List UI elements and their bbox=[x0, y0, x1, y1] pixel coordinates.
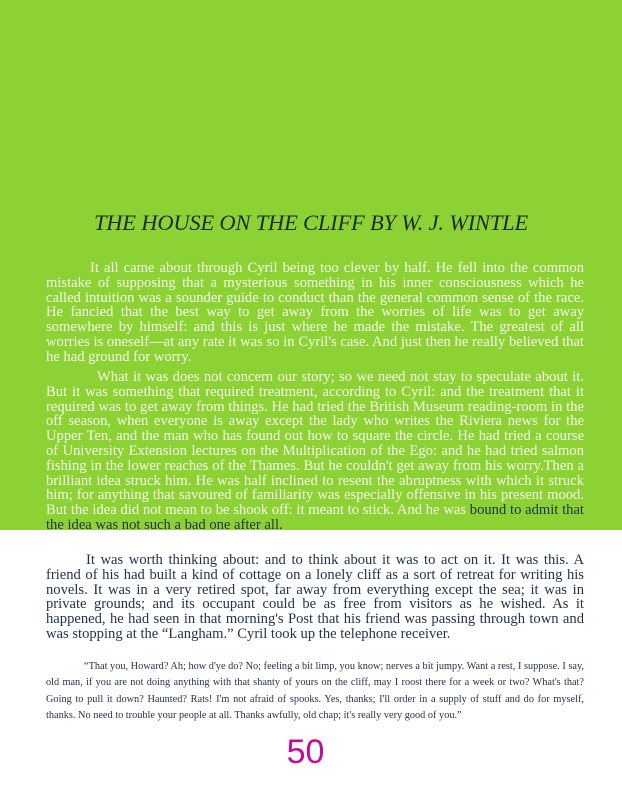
paragraph-1: It all came about through Cyril being too clever by half. He fell into the common mistake of supposing that a mysterious something in his inner consciousness which he called intuition was a sounder guide to conduct than the general common sense of the race. He fancied that the best way to get away from the worries of life was to get away somewhere by himself: and this is just where he made the mistake. The greatest of all worries is oneself—at any rate it was so in Cyril's case. And just then he really believed that he had ground for worry. bbox=[46, 260, 584, 365]
page-number: 50 bbox=[286, 733, 325, 771]
book-title: THE HOUSE ON THE CLIFF BY W. J. WINTLE bbox=[93, 210, 529, 235]
telephone-dialogue: “That you, Howard? Ah; how d'ye do? No; feeling a bit limp, you know; nerves a bit jumpy. Want a rest, I suppose. I say, old man, if you are not doing anything with that shanty of yours on the cliff, may I roost there for a week or two? What's that? Going to pull it down? Haunted? Rats! I'm not afraid of spooks. Yes, thanks; I'll order in a supply of stuff and do for myself, thanks. No need to trouble your people at all. Thanks awfully, old chap; it's really very good of you.” bbox=[46, 661, 584, 722]
paragraph-3: It was worth thinking about: and to think about it was to act on it. It was this. A friend of his had built a kind of cottage on a lonely cliff as a sort of retreat for writing his novels. It was in a very retired spot, far away from everything except the sea; it was in private grounds; and its occupant could be as free from visitors as he wished. As it happened, he had seen in that morning's Post that his friend was passing through town and was stopping at the “Langham.” Cyril took up the telephone receiver. bbox=[46, 552, 584, 642]
paragraph-2-end: bound to admit that the idea was not such a bad one after all. bbox=[46, 502, 584, 533]
paragraph-2-main: What it was does not concern our story; so we need not stay to speculate about it. But it was something that required treatment, according to Cyril: and the treatment that it required was to get away from things. He had tried the British Museum reading-room in the off season, when everyone is away except the lady who writes the Riviera news for the Upper Ten, and the man who has found out how to square the circle. He had tried a course of University Extension lectures on the Multiplication of the Ego: and he had tried salmon fishing in the lower reaches of the Thames. But he couldn't get away from his worry.Then a brilliant idea struck him. He was half inclined to resent the abruptness with which it struck him; for anything that savoured of familiarity was especially offensive in his present mood. But the idea did not mean to be shook off: it meant to stick. And he was bbox=[46, 369, 584, 519]
paragraph-2 bbox=[46, 370, 584, 533]
